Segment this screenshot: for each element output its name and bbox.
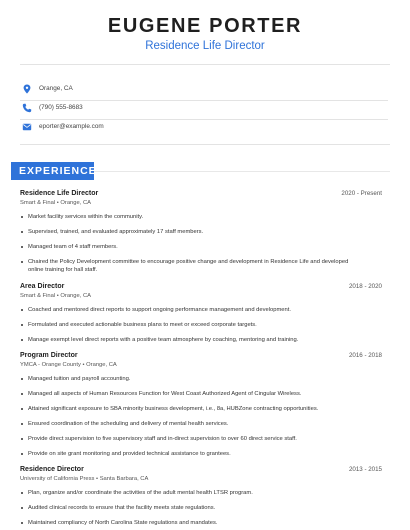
job-bullet: Manage exempt level direct reports with a positive team atmosphere by coaching, mentoring and training. [20,336,382,344]
job-bullet: Managed all aspects of Human Resources Function for West Coast Authorized Agent of Cingular Wireless. [20,390,382,398]
resume-header [0,14,410,54]
job-entry [20,465,382,527]
job-dates: 2013 - 2015 [348,466,382,473]
job-title: Residence Director [20,466,84,473]
job-employer: Smart & Final • Orange, CA [20,293,91,299]
job-bullet: Managed team of 4 staff members. [20,243,382,251]
contact-location [22,82,382,100]
job-bullet: Formulated and executed actionable business plans to meet or exceed corporate targets. [20,321,382,329]
job-dates: 2020 - Present [341,190,382,197]
job-company: Smart & Final [20,200,56,206]
phone-text: (790) 555-8683 [39,104,83,111]
job-bullet: Supervised, trained, and evaluated approximately 17 staff members. [20,228,382,236]
job-bullets [20,213,382,274]
job-bullet: Provide on site grant monitoring and provided technical assistance to grantees. [20,450,382,458]
contact-phone [22,101,382,119]
location-pin-icon [22,84,32,94]
job-dates: 2016 - 2018 [348,352,382,359]
candidate-title: Residence Life Director [145,40,265,52]
job-company: YMCA - Orange County [20,362,81,368]
job-company: University of California Press [20,476,95,482]
job-bullet: Coached and mentored direct reports to support ongoing performance management and development. [20,306,382,314]
phone-icon [22,103,32,113]
experience-section-header [11,162,97,180]
location-text: Orange, CA [39,85,73,92]
job-bullet: Attained significant exposure to SBA minority business development, i.e., 8a, HUBZone contracting opportunities. [20,405,382,413]
job-dates: 2018 - 2020 [348,283,382,290]
job-location: Santa Barbara, CA [99,476,149,482]
job-entry [20,189,382,274]
contact-bottom-divider [20,144,390,145]
job-title: Program Director [20,352,78,359]
job-employer: YMCA - Orange County • Orange, CA [20,362,117,368]
job-employer: University of California Press • Santa Barbara, CA [20,476,149,482]
job-title: Area Director [20,283,65,290]
job-employer: Smart & Final • Orange, CA [20,200,91,206]
job-bullets [20,489,382,527]
job-bullet: Market facility services within the community. [20,213,382,221]
job-bullets [20,375,382,458]
job-bullet: Managed tuition and payroll accounting. [20,375,382,383]
job-location: Orange, CA [86,362,117,368]
header-divider [20,64,390,65]
job-location: Orange, CA [60,293,91,299]
job-company: Smart & Final [20,293,56,299]
job-location: Orange, CA [60,200,91,206]
job-entry [20,282,382,344]
job-bullet: Provide direct supervision to five supervisory staff and in-direct supervision to over 60 direct service staff. [20,435,382,443]
job-title: Residence Life Director [20,190,99,197]
candidate-name: EUGENE PORTER [107,15,303,37]
contact-email [22,120,382,138]
job-bullets [20,306,382,344]
email-text[interactable]: eporter@example.com [39,123,104,131]
experience-heading: EXPERIENCE [19,165,97,177]
job-bullet: Plan, organize and/or coordinate the activities of the adult mental health LTSR program. [20,489,382,497]
section-rule [94,171,390,172]
job-bullet: Audited clinical records to ensure that the facility meets state regulations. [20,504,382,512]
job-entry [20,351,382,458]
job-bullet: Ensured coordination of the scheduling and delivery of mental health services. [20,420,382,428]
job-bullet: Chaired the Policy Development committee to encourage positive change and development in Residence Life and developed online training for hall staff. [20,258,382,274]
contact-list [22,82,382,138]
job-bullet: Maintained compliancy of North Carolina State regulations and mandates. [20,519,382,527]
email-icon [22,122,32,132]
